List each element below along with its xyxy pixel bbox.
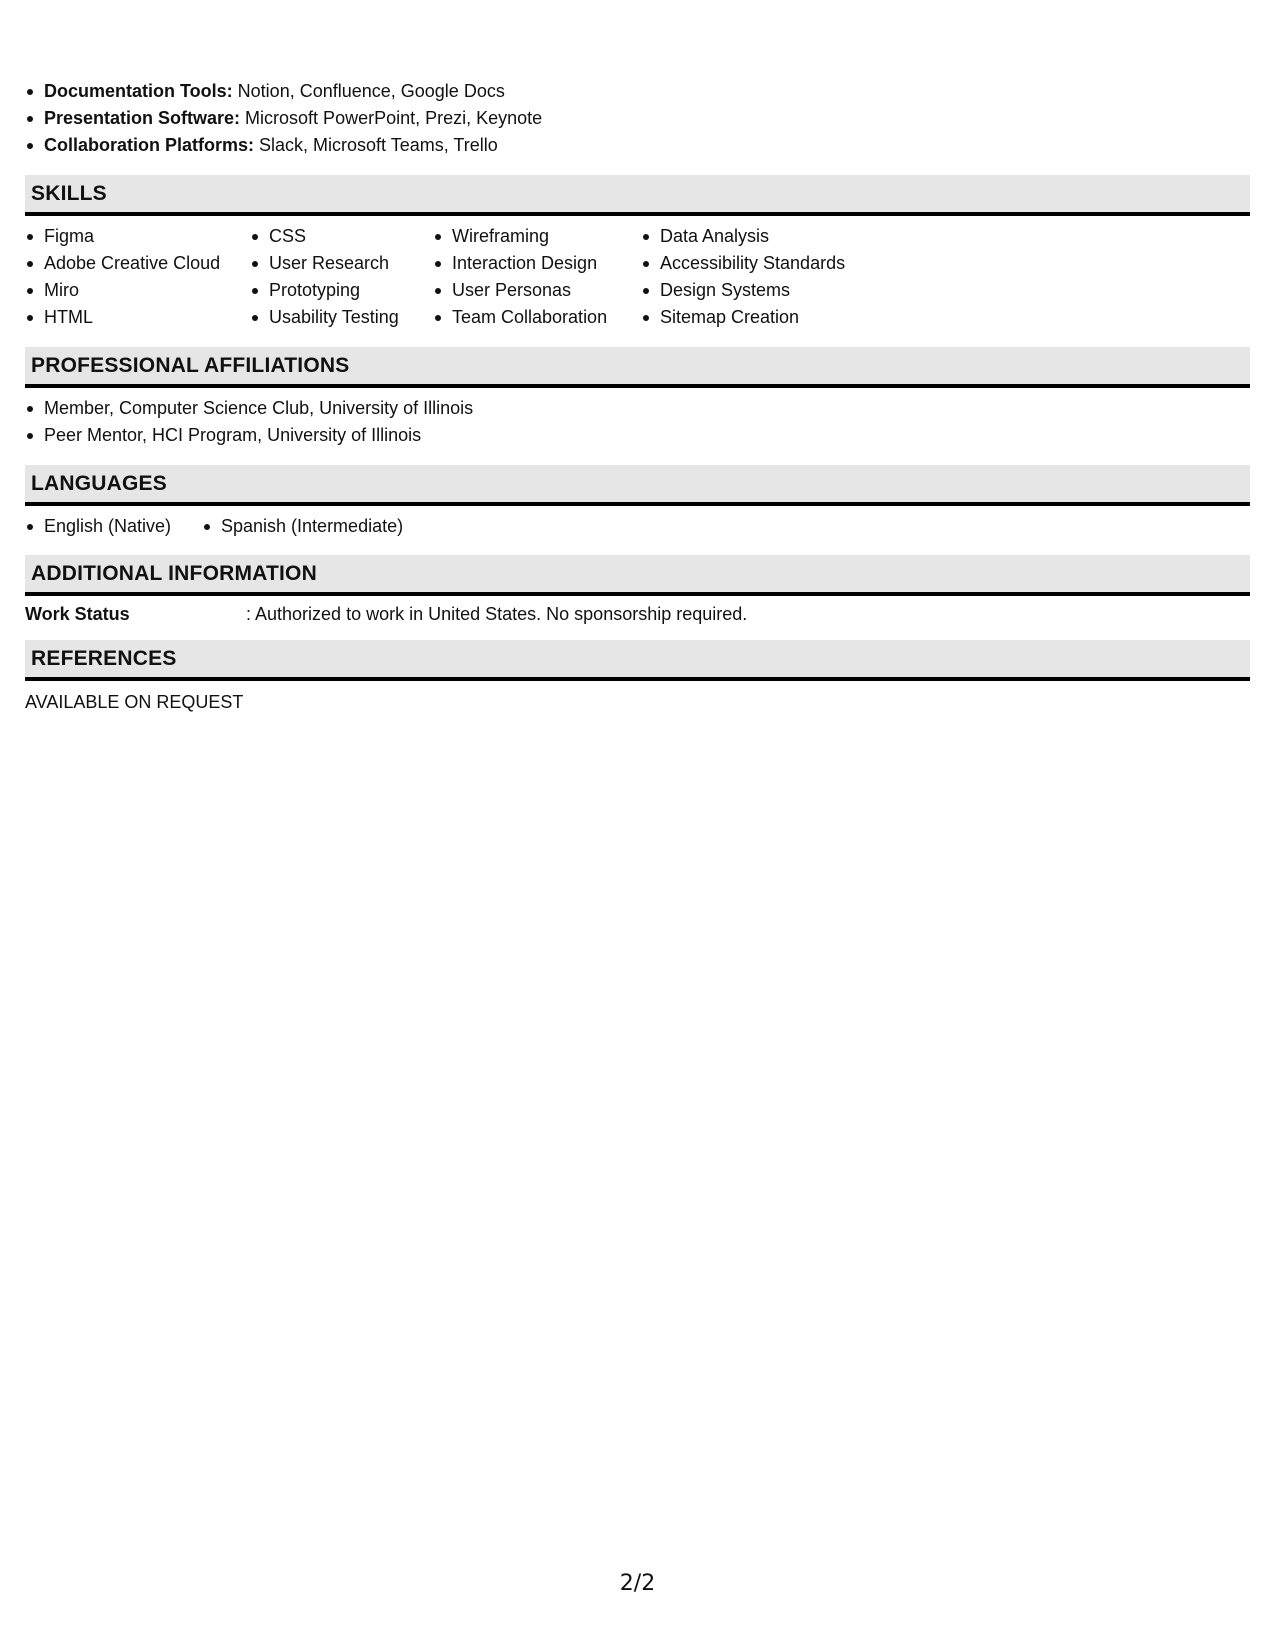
skill-item: Team Collaboration — [452, 304, 641, 331]
section-header-references: REFERENCES — [25, 640, 1250, 681]
skills-column — [25, 223, 250, 331]
list-item — [44, 132, 1250, 159]
list-item — [44, 78, 1250, 105]
language-item: Spanish (Intermediate) — [221, 513, 379, 540]
tool-label: Collaboration Platforms: — [44, 135, 255, 155]
list-item — [44, 105, 1250, 132]
skill-item: Usability Testing — [269, 304, 433, 331]
affiliations-list — [25, 395, 1250, 449]
skill-item: Data Analysis — [660, 223, 890, 250]
tool-value: Slack, Microsoft Teams, Trello — [254, 135, 498, 155]
skill-item: Figma — [44, 223, 250, 250]
skill-item: User Research — [269, 250, 433, 277]
resume-page — [25, 78, 1250, 714]
skills-column — [250, 223, 433, 331]
section-header-affiliations: PROFESSIONAL AFFILIATIONS — [25, 347, 1250, 388]
skill-item: Sitemap Creation — [660, 304, 890, 331]
skill-item: Prototyping — [269, 277, 433, 304]
section-header-additional: ADDITIONAL INFORMATION — [25, 555, 1250, 596]
tool-value: Notion, Confluence, Google Docs — [232, 81, 505, 101]
work-status-label: Work Status — [25, 604, 130, 624]
language-list — [202, 513, 404, 540]
skill-item: Wireframing — [452, 223, 641, 250]
section-header-skills: SKILLS — [25, 175, 1250, 216]
languages-row — [25, 513, 1250, 540]
language-item: English (Native) — [44, 513, 202, 540]
skill-item: CSS — [269, 223, 433, 250]
skill-item: HTML — [44, 304, 250, 331]
section-header-languages: LANGUAGES — [25, 465, 1250, 506]
language-list — [25, 513, 202, 540]
references-text: AVAILABLE ON REQUEST — [25, 692, 244, 712]
tool-value: Microsoft PowerPoint, Prezi, Keynote — [240, 108, 543, 128]
work-status-value: : Authorized to work in United States. No sponsorship required. — [246, 604, 748, 624]
skills-grid — [25, 223, 1250, 331]
skill-item: User Personas — [452, 277, 641, 304]
tool-label: Presentation Software: — [44, 108, 241, 128]
list-item: Peer Mentor, HCI Program, University of Illinois — [44, 422, 1250, 449]
tools-list — [25, 78, 1250, 159]
skill-item: Miro — [44, 277, 250, 304]
tool-label: Documentation Tools: — [44, 81, 233, 101]
skill-item: Design Systems — [660, 277, 890, 304]
skill-item: Interaction Design — [452, 250, 641, 277]
work-status-row — [25, 602, 1250, 626]
page-number: 2/2 — [619, 1571, 656, 1596]
skill-item: Accessibility Standards — [660, 250, 890, 277]
skills-column — [641, 223, 890, 331]
skills-column — [433, 223, 641, 331]
skill-item: Adobe Creative Cloud — [44, 250, 250, 277]
list-item: Member, Computer Science Club, University of Illinois — [44, 395, 1250, 422]
